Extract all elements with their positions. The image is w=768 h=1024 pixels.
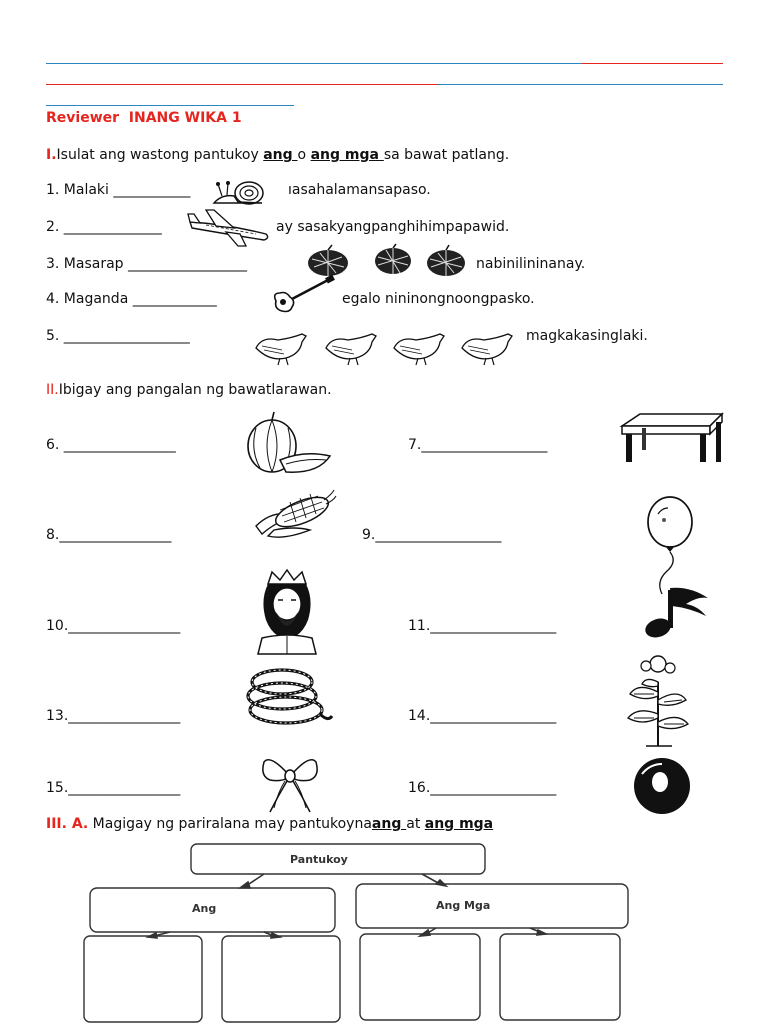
- header-rule-blue-1: [46, 63, 582, 64]
- part1-ang: ang: [263, 147, 298, 163]
- plant-picture: [624, 652, 690, 748]
- part1-instruction-pre: Isulat ang wastong pantukoy: [56, 147, 264, 163]
- item-11-label: 11.__________________: [408, 618, 557, 634]
- part3-instruction-pre: Magigay ng pariralana may pantukoyna: [88, 816, 372, 832]
- melon-picture: [246, 410, 332, 476]
- diagram-root-label: Pantukoy: [290, 853, 348, 866]
- item-1-left: 1. Malaki ___________: [46, 182, 191, 198]
- item-9-label: 9.__________________: [362, 527, 502, 543]
- chickens-picture: [252, 328, 520, 366]
- part3-numeral: III. A.: [46, 816, 89, 832]
- airplane-picture: [186, 208, 272, 248]
- snail-picture: [212, 176, 268, 206]
- item-2-left: 2. ______________: [46, 219, 162, 235]
- part1-ang-mga: ang mga: [310, 147, 384, 163]
- part3-conj: at: [406, 816, 425, 832]
- item-5-right: magkakasinglaki.: [526, 328, 648, 344]
- diagram-answer-box-4: [500, 934, 620, 1020]
- item-3-left: 3. Masarap _________________: [46, 256, 248, 272]
- part3-ang: ang: [371, 816, 407, 832]
- guitar-picture: [264, 275, 336, 315]
- ribbon-picture: [260, 752, 320, 814]
- diagram-angmga-box: [356, 884, 628, 928]
- part1-instruction: [46, 146, 509, 164]
- title-prefix: Reviewer: [46, 110, 120, 126]
- part3-ang-mga: ang mga: [424, 816, 494, 832]
- header-rule-red-2: [46, 84, 438, 85]
- diagram-answer-box-3: [360, 934, 480, 1020]
- part1-conj: o: [297, 147, 311, 163]
- item-13-label: 13.________________: [46, 708, 181, 724]
- balloon-picture: [638, 496, 698, 596]
- item-6-label: 6. ________________: [46, 437, 176, 453]
- king-picture: [250, 570, 324, 654]
- part2-instruction: [46, 381, 332, 399]
- diagram-angmga-label: Ang Mga: [436, 899, 491, 912]
- table-picture: [618, 404, 726, 466]
- diagram-answer-box-2: [222, 936, 340, 1022]
- part1-numeral: I.: [46, 147, 57, 163]
- part3-instruction: [46, 815, 493, 833]
- corn-picture: [254, 490, 336, 542]
- header-rule-blue-2: [438, 84, 723, 85]
- item-5-left: 5. __________________: [46, 328, 190, 344]
- music-note-picture: [642, 584, 720, 642]
- header-rule-blue-3: [46, 105, 294, 106]
- item-2-right: ay sasakyangpanghihimpapawid.: [276, 219, 510, 235]
- item-1-right: ıasahalamansapaso.: [288, 182, 431, 198]
- part1-instruction-post: sa bawat patlang.: [383, 147, 510, 163]
- donut-picture: [632, 756, 692, 818]
- title-main: INANG WIKA 1: [128, 110, 242, 126]
- item-4-left: 4. Maganda ____________: [46, 291, 217, 307]
- item-8-label: 8.________________: [46, 527, 172, 543]
- diagram-answer-box-1: [84, 936, 202, 1022]
- item-15-label: 15.________________: [46, 780, 181, 796]
- page-title: [46, 109, 242, 127]
- item-3-right: nabinilininanay.: [476, 256, 586, 272]
- part2-numeral: II.: [46, 382, 59, 398]
- item-10-label: 10.________________: [46, 618, 181, 634]
- item-4-right: egalo nininongnoongpasko.: [342, 291, 535, 307]
- diagram-ang-label: Ang: [192, 902, 217, 915]
- item-7-label: 7.__________________: [408, 437, 548, 453]
- pantukoy-diagram: [0, 836, 768, 1024]
- item-16-label: 16.__________________: [408, 780, 557, 796]
- item-14-label: 14.__________________: [408, 708, 557, 724]
- part2-instruction-text: Ibigay ang pangalan ng bawatlarawan.: [58, 382, 332, 398]
- header-rule-red-1: [582, 63, 723, 64]
- rope-picture: [242, 662, 334, 732]
